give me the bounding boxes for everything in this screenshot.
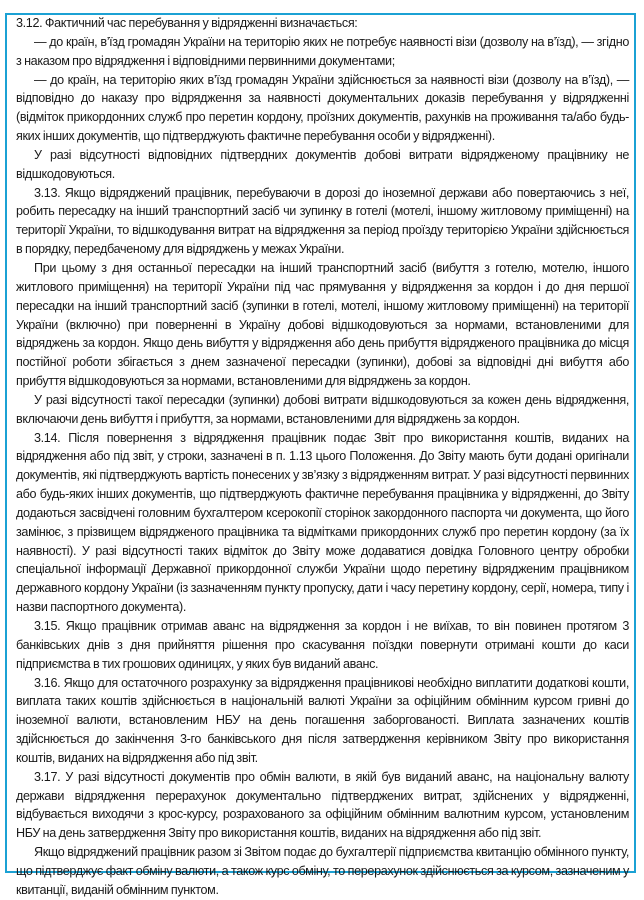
paragraph-3-17: 3.17. У разі відсутності документів про обмін валюти, в якій був виданий аванс, на національну валюту держави відрядження перерахунок документально підтверджених витрат, здійснених у відрядженні, відбувається виходячи з крос-курсу, розрахованого за офіційним обмінним валютним курсом, установленим НБУ на день затвердження Звіту про використання коштів, виданих на відрядження або під звіт. [16, 769, 629, 841]
paragraph-3-12-heading: 3.12. Фактичний час перебування у відрядженні визначається: [16, 16, 358, 30]
paragraph-3-14: 3.14. Після повернення з відрядження працівник подає Звіт про використання коштів, виданих на відрядження або під звіт, у строки, зазначені в п. 1.13 цього Положення. До Звіту мають бути додані оригінали документів, які підтверджують вартість понесених у зв’язку з відрядженням витрат. У разі відсутності первинних або будь-яких інших документів, що підтверджують фактичне перебування працівника у відрядженні, до Звіту додаються засвідчені головним бухгалтером ксерокопії сторінок закордонного паспорта чи документа, що його замінює, з прізвищем відрядженого працівника та відмітками прикордонних служб про перетин кордону (за їх наявності). У разі відсутності таких відміток до Звіту може додаватися довідка Головного центру обробки спеціальної інформації Державної прикордонної служби України щодо перетину відрядженим працівником державного кордону України (із зазначенням пункту пропуску, дати і часу перетину кордону, серії, номера, типу і назви паспортного документа). [16, 430, 629, 615]
document-body [16, 14, 629, 900]
paragraph-3-16: 3.16. Якщо для остаточного розрахунку за відрядження працівникові необхідно виплатити додаткові кошти, виплата таких коштів здійснюється в національній валюті України за офіційним обмінним курсом гривні до іноземної валюти, встановленим НБУ на день погашення заборгованості. Виплата зазначених коштів здійснюється до закінчення 3-го банківського дня після затвердження керівником Звіту про використання коштів, виданих на відрядження або під звіт. [16, 675, 629, 765]
paragraph-3-12-visa-free: — до країн, в’їзд громадян України на територію яких не потребує наявності візи (дозволу на в’їзд), — згідно з наказом про відрядження і відповідними первинними документами; [16, 34, 629, 68]
paragraph-3-13-transfer: При цьому з дня останньої пересадки на інший транспортний засіб (вибуття з готелю, мотелю, іншого житлового приміщення) на території України під час прямування у відрядження за кордон і до дня першої пересадки на інший транспортний засіб (зупинки в готелі, мотелі, іншому житловому приміщенні) на території України (включно) при поверненні в Україну добові відшкодовуються за нормами, встановленими для відряджень за кордон. Якщо день вибуття у відрядження або день прибуття відрядженого працівника до місця постійної роботи збігається з днем зазначеної пересадки (зупинки), добові за відповідні дні вибуття або прибуття відшкодовуються за нормами, встановленими для відряджень за кордон. [16, 260, 629, 389]
paragraph-3-17-exchange-receipt: Якщо відряджений працівник разом зі Звітом подає до бухгалтерії підприємства квитанцію обмінного пункту, що підтверджує факт обміну валюти, а також курс обміну, то перерахунок здійснюється за курсом, зазначеним у квитанції, виданій обмінним пунктом. [16, 845, 629, 897]
paragraph-3-15: 3.15. Якщо працівник отримав аванс на відрядження за кордон і не виїхав, то він повинен протягом 3 банківських днів з дня прийняття рішення про скасування поїздки повернути отримані кошти до каси підприємства в тих грошових одиницях, у яких був виданий аванс. [16, 619, 629, 671]
paragraph-3-13-no-transfer: У разі відсутності такої пересадки (зупинки) добові витрати відшкодовуються за кожен день відрядження, включаючи день вибуття і прибуття, за нормами, встановленими для відряджень за кордон. [16, 392, 629, 426]
paragraph-3-12-no-documents: У разі відсутності відповідних підтвердних документів добові витрати відрядженому працівнику не відшкодовуються. [16, 147, 629, 181]
paragraph-3-13: 3.13. Якщо відряджений працівник, перебуваючи в дорозі до іноземної держави або повертаючись з неї, робить пересадку на інший транспортний засіб чи зупинку в готелі (мотелі, іншому житловому приміщенні) на території України, то відшкодування витрат на відрядження за період проїзду територією України здійснюється в порядку, передбаченому для відряджень у межах України. [16, 185, 629, 257]
paragraph-3-12-visa-required: — до країн, на територію яких в’їзд громадян України здійснюється за наявності візи (дозволу на в’їзд), — відповідно до наказу про відрядження за наявності документальних доказів перебування у відрядженні (відміток прикордонних служб про перетин кордону, проїзних документів, рахунків на проживання та/або будь-яких інших документів, що підтверджують фактичне перебування особи у відрядженні). [16, 72, 629, 144]
